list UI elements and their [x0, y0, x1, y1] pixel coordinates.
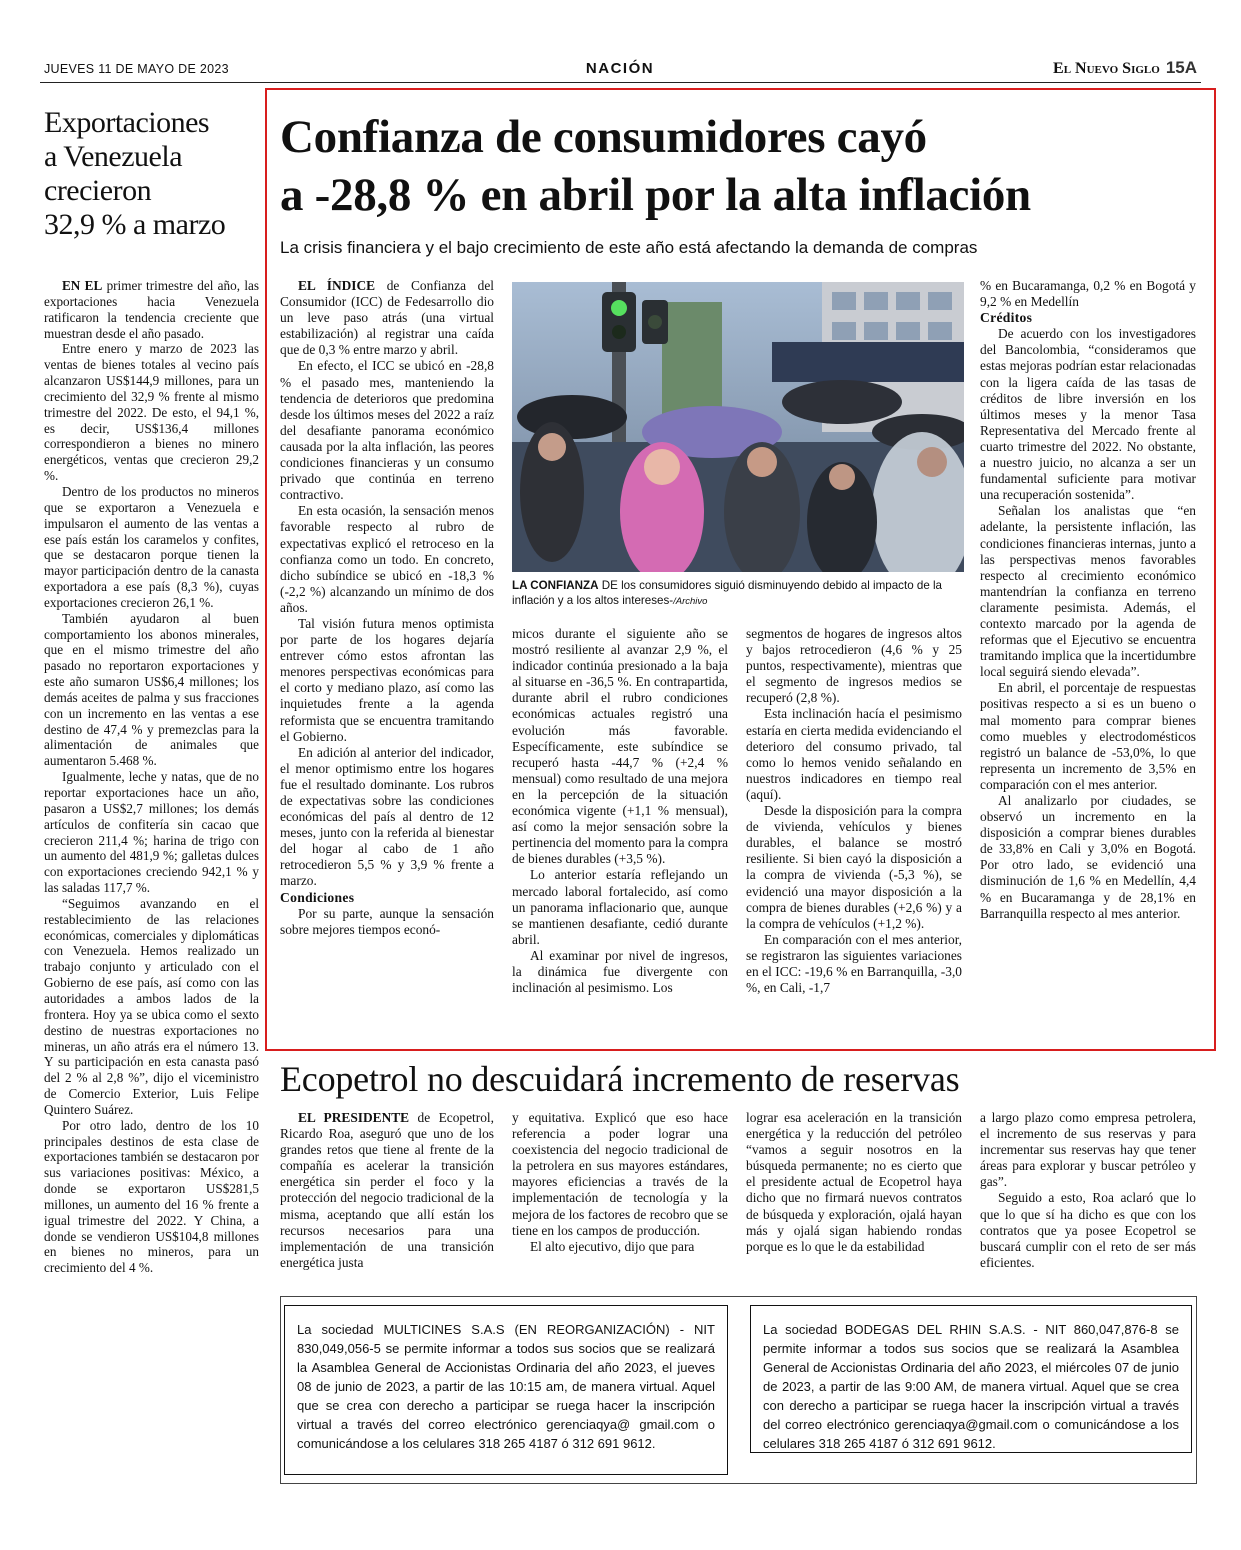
main-paragraph: Por su parte, aunque la sensación sobre mejores tiempos econó-: [280, 905, 494, 937]
main-paragraph: % en Bucaramanga, 0,2 % en Bogotá y 9,2 % en Medellín: [980, 278, 1196, 310]
side-title-line: Exportaciones: [44, 106, 210, 139]
eco-paragraph: Seguido a esto, Roa aclaró que lo que lo que sí ha dicho es que con los contratos que ya posee Ecopetrol se buscará cumplir con el reto de ser más eficientes.: [980, 1190, 1196, 1270]
eco-col-4: [980, 1110, 1196, 1271]
side-paragraph: Por otro lado, dentro de los 10 principales destinos de esta clase de exportaciones también se destacaron por sus variaciones positivas: México, a donde se exportaron US$281,5 millones, un aumento del 16 % frente a igual trimestre del 2022. Y China, a donde se vendieron US$104,8 millones en bienes no mineros, para un crecimiento del 4 %.: [44, 1117, 259, 1276]
side-paragraph: También ayudaron al buen comportamiento los abonos minerales, que en el mismo trimestre del año pasado no reportaron exportaciones y este año sumaron US$6,4 millones; los demás aceites de palma y sus fracciones con un incremento en las ventas a ese destino de 47,4 % y premezclas para la alimentación de animales que aumentaron 5.468 %.: [44, 610, 259, 769]
article-photo: [512, 282, 964, 572]
side-article: [44, 106, 266, 242]
main-title-line: a -28,8 % en abril por la alta inflación: [280, 169, 1031, 221]
page-date: JUEVES 11 DE MAYO DE 2023: [44, 62, 229, 76]
subhead-condiciones: Condiciones: [280, 889, 355, 905]
main-paragraph: micos durante el siguiente año se mostró resiliente al avanzar 2,9 %, el indicador continúa presionado a la baja al situarse en -36,5 %. En contrapartida, durante abril el rubro condiciones económicas actuales registró una evolución más favorable. Específicamente, este subíndice se recuperó hasta -44,7 % (+2,4 % mensual) como resultado de una mejora en la percepción de la situación económica vigente (+1,1 % mensual), así como la mejor sensación sobre la pertinencia del momento para la compra de bienes durables (+3,5 %).: [512, 626, 729, 867]
eco-paragraph: de Ecopetrol, Ricardo Roa, aseguró que uno de los grandes retos que tiene al frente de la compañía es acelerar la transición energética sin perder el foco y la protección del negocio tradicional de la misma, aceptando que allí están los recursos necesarios para una implementación de una transición energética justa: [280, 1110, 495, 1270]
eco-paragraph: a largo plazo como empresa petrolera, el incremento de sus reservas y para incrementar sus reservas hay que tener áreas para explorar y buscar petróleo y gas”.: [980, 1110, 1196, 1190]
photo-caption: [512, 578, 964, 609]
main-col-2: [512, 626, 728, 996]
main-paragraph: En comparación con el mes anterior, se registraron las siguientes variaciones en el ICC: -19,6 % en Barranquilla, -3,0 %, en Cali, -1,7: [746, 931, 962, 996]
ad-bodegas-del-rhin: La sociedad BODEGAS DEL RHIN S.A.S. - NIT 860,047,876-8 se permite informar a todos sus socios que se realizará la Asamblea General de Accionistas Ordinaria del año 2023, el miércoles 07 de junio de 2023, a partir de las 9:00 AM, de manera virtual. Aquel que se crea con derecho a participar se ruega hacer la inscripción virtual a través del correo electrónico gerenciaqya@gmail.com o comunicándose a los celulares 318 265 4187 ó 312 691 9612.: [750, 1305, 1192, 1453]
main-article-title: [280, 108, 1210, 224]
side-paragraph: primer trimestre del año, las exportaciones hacia Venezuela ratificaron la tendencia creciente que muestran desde el año pasado.: [44, 278, 259, 341]
side-paragraph: Dentro de los productos no mineros que se exportaron a Venezuela e impulsaron el aumento de las ventas a ese país están los caramelos y confites, que se destacaron porque tienen la mayor participación dentro de la canasta exportadora a ese país (8,3 %), cuyas exportaciones crecieron 26,1 %.: [44, 483, 259, 610]
side-paragraph: Igualmente, leche y natas, que de no reportar exportaciones hace un año, pasaron a US$2,7 millones; los demás artículos de confitería sin cacao que crecieron 211,4 %; harina de trigo con un aumento del 481,9 %; galletas dulces con exportaciones creciendo 942,1 % y las saladas 117,7 %.: [44, 769, 259, 896]
photo-credit: /Archivo: [673, 596, 708, 607]
ad-multicines: La sociedad MULTICINES S.A.S (EN REORGANIZACIÓN) - NIT 830,049,056-5 se permite informar a todos sus socios que se realizará la Asamblea General de Accionistas Ordinaria del año 2023, el jueves 08 de junio de 2023, a partir de las 10:15 am, de manera virtual. Aquel que se crea con derecho a participar se ruega hacer la inscripción virtual a través del correo electrónico gerenciaqya@ gmail.com o comunicándose a los celulares 318 265 4187 ó 312 691 9612.: [284, 1305, 728, 1475]
main-col-1: [280, 278, 494, 938]
main-paragraph: segmentos de hogares de ingresos altos y bajos retrocedieron (4,6 % y 25 puntos, respectivamente), mientras que el segmento de ingresos medios se recuperó (2,8 %).: [746, 626, 962, 706]
side-title-line: a Venezuela: [44, 140, 183, 173]
main-paragraph: Tal visión futura menos optimista por parte de los hogares dejaría entrever cómo estos afrontan las menores perspectivas económicas para el corto y mediano plazo, así como las inquietudes frente a la agenda reformista que se encuentra tramitando el Gobierno.: [280, 615, 494, 744]
eco-paragraph: y equitativa. Explicó que eso hace referencia a poder lograr una coexistencia del negocio tradicional de la petrolera en sus mayores estándares, mayores eficiencias a través de la implementación de tecnología y la mejora de los factores de recobro que se tiene en los campos de producción.: [512, 1110, 728, 1238]
main-paragraph: En adición al anterior del indicador, el menor optimismo entre los hogares fue el resultado dominante. Los rubros de expectativas sobre las condiciones económicas del país al dentro de 12 meses, junto con la referida al bienestar del hogar al cabo de 1 año retrocedieron 5,5 % y 3,9 % frente a marzo.: [280, 744, 494, 889]
eco-col-2: [512, 1110, 728, 1255]
main-paragraph: Esta inclinación hacía el pesimismo estaría en cierta medida evidenciando el deterioro del consumo privado, tal como lo hemos venido señalando en nuestros indicadores en tiempo real (aquí).: [746, 706, 962, 802]
street-rain-photo: [512, 282, 964, 572]
section-name: NACIÓN: [585, 60, 655, 77]
main-lead: EL ÍNDICE: [298, 278, 376, 293]
main-paragraph: de Confianza del Consumidor (ICC) de Fedesarrollo dio un leve paso atrás (una virtual estabilización) al registrar una caída que de 0,3 % entre marzo y abril.: [280, 278, 494, 358]
main-article-subtitle: La crisis financiera y el bajo crecimiento de este año está afectando la demanda de compras: [280, 238, 978, 257]
masthead: [1053, 58, 1197, 78]
main-paragraph: En esta ocasión, la sensación menos favorable respecto al rubro de expectativas explicó el retroceso en la confianza como un todo. En concreto, dicho subíndice se ubicó en -18,3 % (-2,2 %) alcanzando un mínimo de dos años.: [280, 503, 494, 615]
main-title-line: Confianza de consumidores cayó: [280, 111, 927, 163]
side-article-title: [44, 106, 266, 242]
main-paragraph: Señalan los analistas que “en adelante, la persistente inflación, las condiciones financieras internas, junto a las perspectivas menos favorables respecto al crecimiento económico mantendrían la confianza en terreno claramente pesimista. Además, el contexto marcado por la agenda de reformas que el Ejecutivo se encuentra tramitando implica que la incertidumbre local seguirá siendo elevada”.: [980, 503, 1196, 680]
main-paragraph: Lo anterior estaría reflejando un mercado laboral fortalecido, así como un panorama inflacionario que, aunque se mantienen desafiante, cedió durante abril.: [512, 867, 728, 947]
caption-text: DE los consumidores siguió disminuyendo debido al impacto de la inflación y a los altos intereses-: [512, 579, 943, 607]
main-paragraph: En efecto, el ICC se ubicó en -28,8 % el pasado mes, manteniendo la tendencia de deterioros que predomina desde los últimos meses del 2022 a raíz del desafiante panorama económico causada por la alta inflación, las peores condiciones financieras y un consumo privado que continúa en terreno contractivo.: [280, 358, 494, 503]
eco-paragraph: lograr esa aceleración en la transición energética y la reducción del petróleo “vamos a seguir nosotros en la búsqueda permanente; no es cierto que el presidente actual de Ecopetrol haya dicho que no firmará nuevos contratos de búsqueda y exploración, ojalá hayan más y ojalá sigan habiendo rondas porque es lo que le da estabilidad: [746, 1110, 962, 1254]
side-article-body: [44, 278, 259, 1276]
eco-col-3: [746, 1110, 962, 1255]
side-lead: EN EL: [62, 278, 103, 293]
paper-name: El Nuevo Siglo: [1053, 60, 1160, 77]
main-paragraph: En abril, el porcentaje de respuestas positivas respecto a si es un bueno o mal momento para comprar bienes como muebles y electrodomésticos registró un balance de -53,0%, lo que representa un incremento de 3,5% en comparación con el mes anterior.: [980, 680, 1196, 792]
side-title-line: 32,9 % a marzo: [44, 208, 226, 241]
main-paragraph: Al examinar por nivel de ingresos, la dinámica fue divergente con inclinación al pesimismo. Los: [512, 947, 728, 996]
caption-lead: LA CONFIANZA: [512, 579, 599, 592]
eco-paragraph: El alto ejecutivo, dijo que para: [530, 1238, 695, 1254]
side-paragraph: “Seguimos avanzando en el restablecimiento de las relaciones económicas, comerciales y diplomáticas con Venezuela. Hemos realizado un trabajo conjunto y articulado con el Gobierno de ese país, así como con las autoridades a ambos lados de la frontera. Hoy ya se ubica como el sexto destino de nuestras exportaciones no mineras, un año atrás era el número 13. Y su participación en esta canasta pasó del 2 % al 2,8 %”, dijo el viceministro de Comercio Exterior, Luis Felipe Quintero Suárez.: [44, 895, 259, 1117]
eco-lead: EL PRESIDENTE: [298, 1110, 410, 1125]
header-rule: [40, 82, 1201, 83]
page-number: 15A: [1165, 58, 1197, 77]
side-title-line: crecieron: [44, 174, 152, 207]
main-col-3: [746, 626, 962, 996]
main-col-4: [980, 278, 1196, 922]
eco-col-1: [280, 1110, 494, 1271]
ecopetrol-title: Ecopetrol no descuidará incremento de reservas: [280, 1059, 960, 1099]
subhead-creditos: Créditos: [980, 310, 1033, 326]
main-paragraph: Desde la disposición para la compra de vivienda, vehículos y bienes durables, el balance se mostró resiliente. Si bien cayó la disposición a la compra de vivienda (-5,3 %), se evidenció una mayor disposición a la compra de bienes durables (+2,6 %) y a la compra de vehículos (+1,2 %).: [746, 803, 962, 931]
side-paragraph: Entre enero y marzo de 2023 las ventas de bienes totales al vecino país alcanzaron US$144,9 millones, para un crecimiento del 32,9 % frente al mismo trimestre del 2022. De esto, el 94,1 %, es decir, US$136,4 millones correspondieron a bienes no minero energéticos, ventas que crecieron 29,2 %.: [44, 341, 259, 484]
main-paragraph: Al analizarlo por ciudades, se observó un incremento en la disposición a comprar bienes durables de 33,8% en Cali y 3,0% en Bogotá. Por otro lado, se evidenció una disminución de 1,6 % en Medellín, 4,4 % en Bucaramanga y de 28,1% en Barranquilla respecto al mes anterior.: [980, 793, 1196, 921]
main-paragraph: De acuerdo con los investigadores del Bancolombia, “consideramos que estas mejoras podrían estar relacionadas con la ligera caída de las tasas de créditos de libre inversión en los últimos meses y la menor Tasa Representativa del Mercado frente al cuarto trimestre del 2022. No obstante, a nuestro juicio, no alcanza a ser un fundamental suficiente para motivar una recuperación sostenida”.: [980, 326, 1196, 503]
